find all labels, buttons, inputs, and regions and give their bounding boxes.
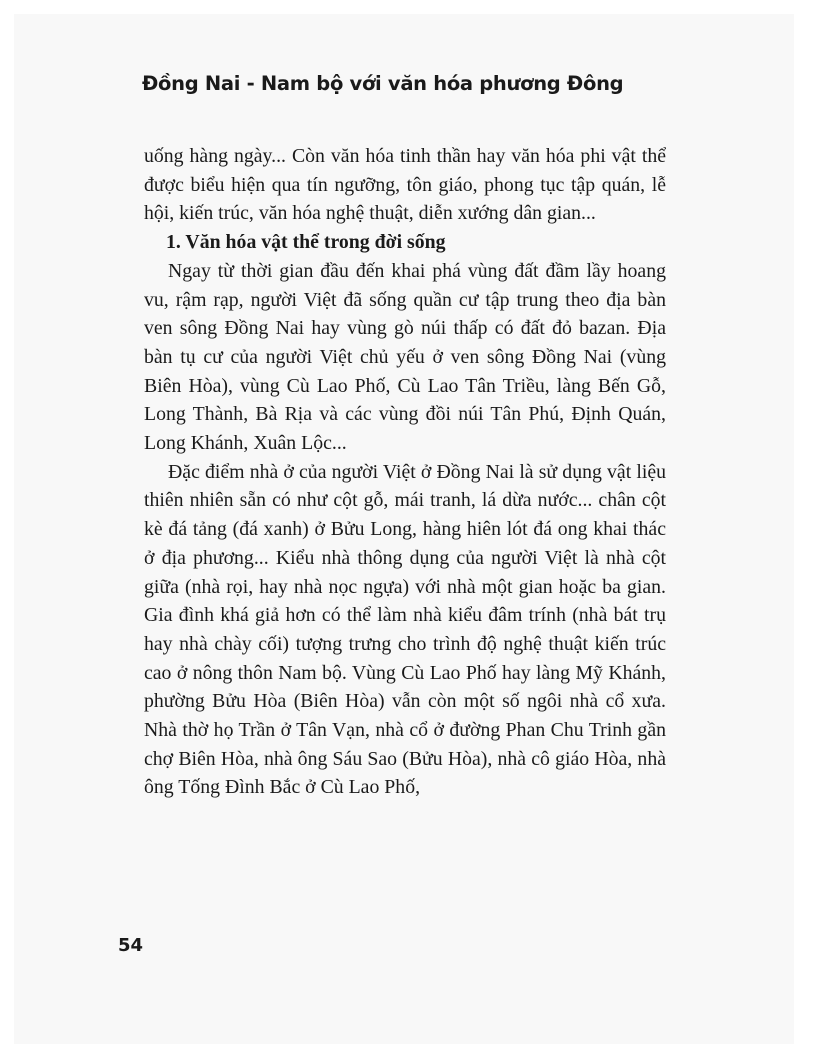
- intro-paragraph: uống hàng ngày... Còn văn hóa tinh thần hay văn hóa phi vật thể được biểu hiện qua tín ngưỡng, tôn giáo, phong tục tập quán, lễ hội, kiến trúc, văn hóa nghệ thuật, diễn xướng dân gian...: [144, 145, 666, 225]
- body-text: [144, 142, 666, 802]
- section-heading: 1. Văn hóa vật thể trong đời sống: [166, 231, 446, 254]
- paragraph-housing: Đặc điểm nhà ở của người Việt ở Đồng Nai là sử dụng vật liệu thiên nhiên sẵn có như cột gỗ, mái tranh, lá dừa nước... chân cột kè đá tảng (đá xanh) ở Bửu Long, hàng hiên lót đá ong khai thác ở địa phương... Kiểu nhà thông dụng của người Việt là nhà cột giữa (nhà rọi, hay nhà nọc ngựa) với nhà một gian hoặc ba gian. Gia đình khá giả hơn có thể làm nhà kiểu đâm trính (nhà bát trụ hay nhà chày cối) tượng trưng cho trình độ nghệ thuật kiến trúc cao ở nông thôn Nam bộ. Vùng Cù Lao Phố hay làng Mỹ Khánh, phường Bửu Hòa (Biên Hòa) vẫn còn một số ngôi nhà cổ xưa. Nhà thờ họ Trần ở Tân Vạn, nhà cổ ở đường Phan Chu Trinh gần chợ Biên Hòa, nhà ông Sáu Sao (Bửu Hòa), nhà cô giáo Hòa, nhà ông Tống Đình Bắc ở Cù Lao Phố,: [144, 460, 666, 799]
- running-header-title: Đồng Nai - Nam bộ với văn hóa phương Đông: [142, 72, 624, 95]
- paragraph-settlement: Ngay từ thời gian đầu đến khai phá vùng đất đầm lầy hoang vu, rậm rạp, người Việt đã sống quần cư tập trung theo địa bàn ven sông Đồng Nai hay vùng gò núi thấp có đất đỏ bazan. Địa bàn tụ cư của người Việt chủ yếu ở ven sông Đồng Nai (vùng Biên Hòa), vùng Cù Lao Phố, Cù Lao Tân Triều, làng Bến Gỗ, Long Thành, Bà Rịa và các vùng đồi núi Tân Phú, Định Quán, Long Khánh, Xuân Lộc...: [144, 259, 666, 455]
- page-number: 54: [118, 935, 144, 956]
